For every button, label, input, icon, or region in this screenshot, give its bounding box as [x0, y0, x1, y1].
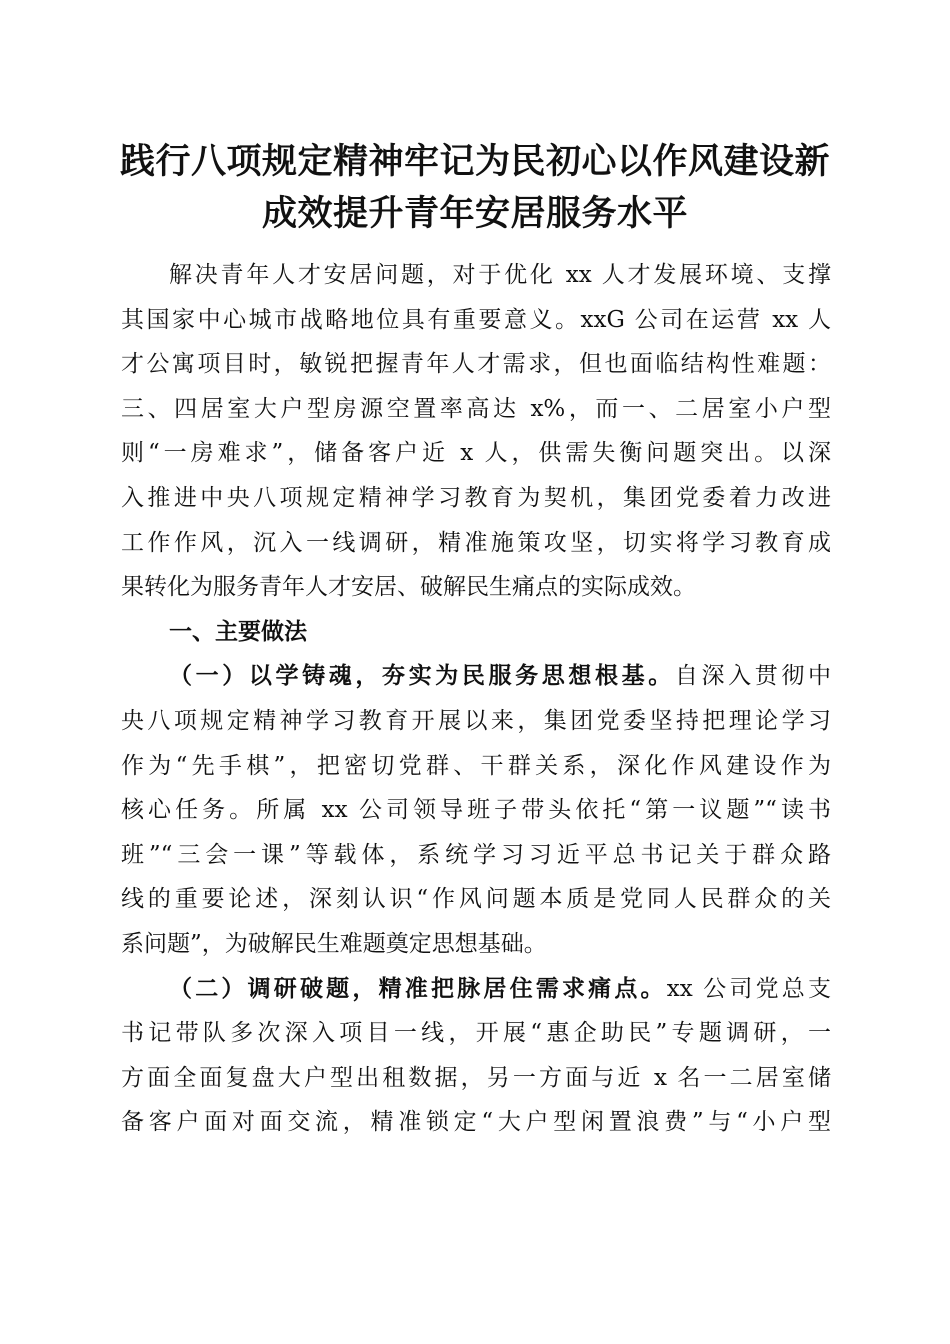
para1-line: 班”“三会一课”等载体，系统学习习近平总书记关于群众路 [121, 841, 831, 868]
intro-line: 其国家中心城市战略地位具有重要意义。xxG 公司在运营 xx 人 [121, 306, 831, 333]
para1-first-line [121, 654, 831, 699]
document-title [100, 136, 850, 240]
title-line-2: 成效提升青年安居服务水平 [261, 193, 688, 234]
para2-first-line [121, 967, 831, 1012]
intro-line: 解决青年人才安居问题，对于优化 xx 人才发展环境、支撑 [169, 262, 831, 288]
intro-line: 入推进中央八项规定精神学习教育为契机，集团党委着力改进 [121, 484, 831, 511]
para2-line: 书记带队多次深入项目一线，开展“惠企助民”专题调研，一 [121, 1020, 831, 1047]
intro-line: 工作作风，沉入一线调研，精准施策攻坚，切实将学习教育成 [121, 529, 831, 556]
para2-line: 方面全面复盘大户型出租数据，另一方面与近 x 名一二居室储 [121, 1064, 831, 1091]
section-heading: 一、主要做法 [169, 617, 307, 645]
title-line-1: 践行八项规定精神牢记为民初心以作风建设新 [119, 141, 830, 182]
para2-lead: （二）调研破题，精准把脉居住需求痛点。 [169, 974, 667, 1002]
document-body [121, 253, 831, 1145]
para1-line: 作为“先手棋”，把密切党群、干群关系，深化作风建设作为 [121, 752, 831, 779]
para1-line: 线的重要论述，深刻认识“作风问题本质是党同人民群众的关 [121, 886, 831, 913]
para2-line: 备客户面对面交流，精准锁定“大户型闲置浪费”与“小户型 [121, 1109, 831, 1136]
para1-line: 央八项规定精神学习教育开展以来，集团党委坚持把理论学习 [121, 707, 831, 734]
intro-line: 则“一房难求”，储备客户近 x 人，供需失衡问题突出。以深 [121, 440, 831, 467]
para1-line: 系问题”，为破解民生难题奠定思想基础。 [121, 930, 547, 957]
intro-line: 果转化为服务青年人才安居、破解民生痛点的实际成效。 [121, 574, 696, 601]
para1-line: 核心任务。所属 xx 公司领导班子带头依托“第一议题”“读书 [121, 797, 831, 824]
para1-first-rest: 自深入贯彻中 [674, 663, 831, 690]
para1-lead: （一）以学铸魂，夯实为民服务思想根基。 [169, 662, 675, 690]
intro-line: 才公寓项目时，敏锐把握青年人才需求，但也面临结构性难题： [121, 351, 831, 378]
para2-first-rest: xx 公司党总支 [666, 975, 831, 1002]
intro-line: 三、四居室大户型房源空置率高达 x%，而一、二居室小户型 [121, 395, 831, 422]
